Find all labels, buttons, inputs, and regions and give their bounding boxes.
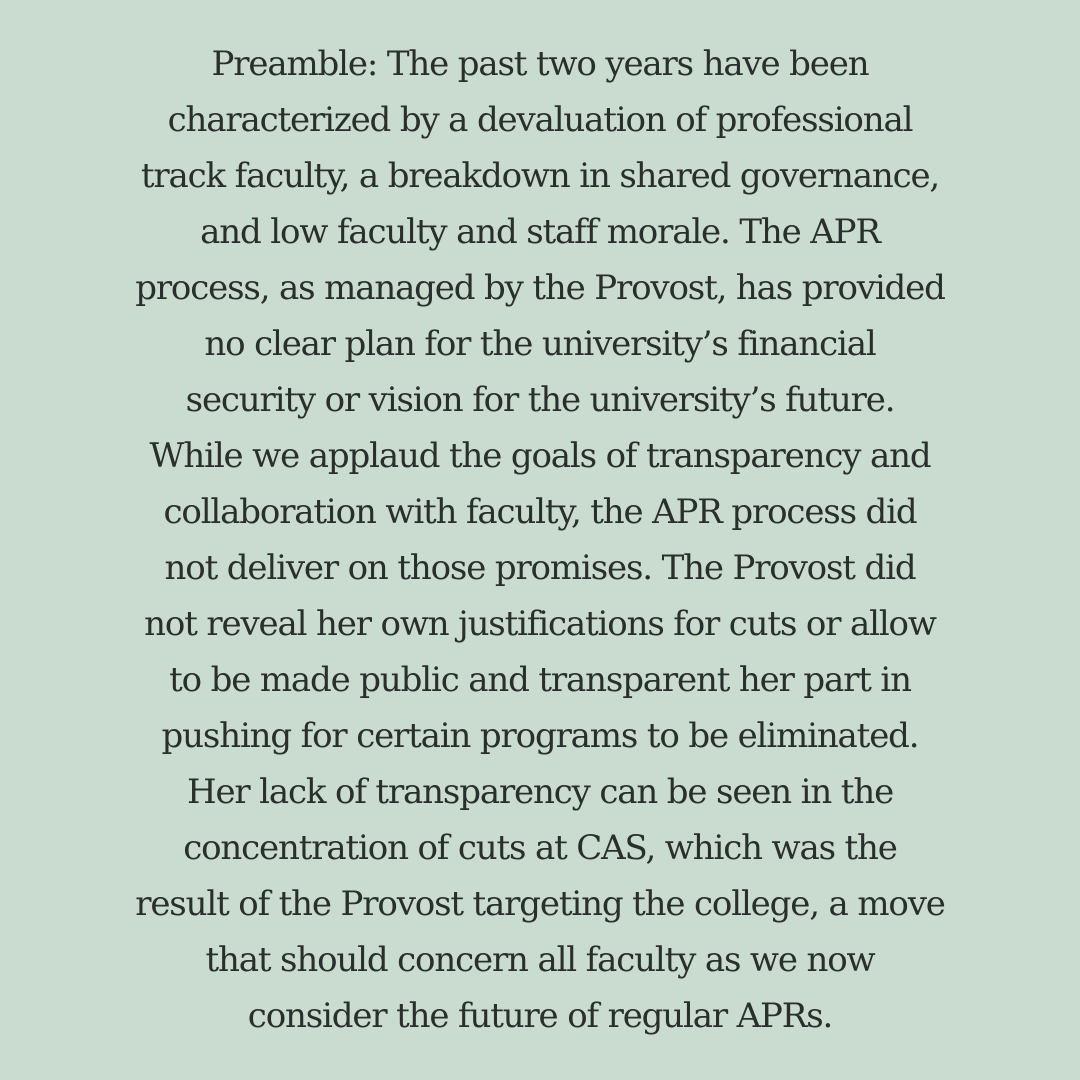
text-line: Preamble: The past two years have been [211,44,869,84]
text-line: Her lack of transparency can be seen in the [186,772,894,812]
text-line: security or vision for the university’s future. [185,380,895,420]
text-line: collaboration with faculty, the APR process did [163,492,917,532]
text-line: no clear plan for the university’s financial [204,324,876,364]
text-line: characterized by a devaluation of professional [167,100,913,140]
preamble-text-block [0,36,1080,1044]
text-line: not reveal her own justifications for cuts or allow [144,604,936,644]
text-line: concentration of cuts at CAS, which was the [183,828,897,868]
text-line: track faculty, a breakdown in shared governance, [140,156,940,196]
text-line: to be made public and transparent her part in [169,660,911,700]
text-line: and low faculty and staff morale. The APR [200,212,880,252]
text-line: While we applaud the goals of transparency and [149,436,931,476]
text-line: consider the future of regular APRs. [247,996,833,1036]
text-line: not deliver on those promises. The Provost did [164,548,916,588]
text-line: pushing for certain programs to be eliminated. [161,716,919,756]
text-line: process, as managed by the Provost, has provided [135,268,945,308]
text-line: that should concern all faculty as we now [205,940,875,980]
text-line: result of the Provost targeting the college, a move [135,884,945,924]
